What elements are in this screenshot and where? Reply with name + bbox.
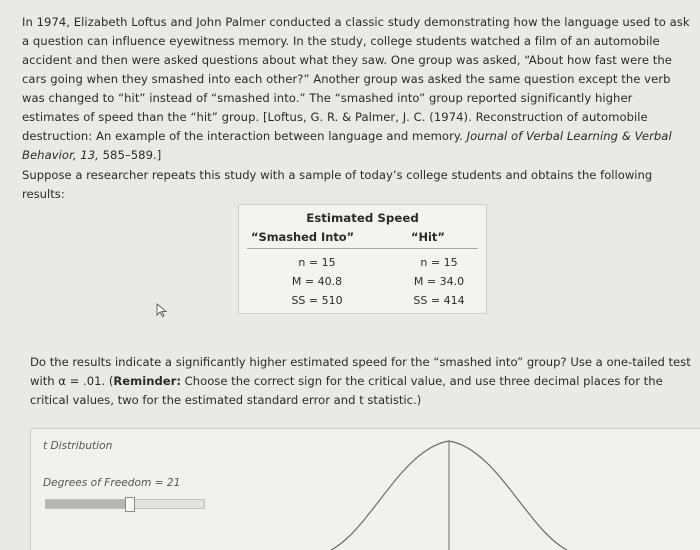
degrees-of-freedom-label: Degrees of Freedom = 21 [43, 477, 181, 489]
mouse-pointer-icon [156, 303, 168, 317]
smashed-mean: M = 40.8 [291, 275, 343, 288]
table-title: Estimated Speed [306, 211, 419, 225]
hit-mean: M = 34.0 [413, 275, 465, 288]
column-header-hit: “Hit” [411, 230, 445, 244]
reminder-label: Reminder: [113, 374, 181, 388]
slider-thumb[interactable] [125, 497, 135, 512]
hit-n: n = 15 [420, 256, 458, 269]
question-instructions: Choose the correct sign for the critical value, and use three decimal places for the critical values, two for the estimated standard error and t statistic.) [30, 374, 663, 407]
t-distribution-curve [31, 429, 700, 550]
results-intro: Suppose a researcher repeats this study with a sample of today’s college students and obtains the following results: [22, 168, 653, 201]
smashed-ss: SS = 510 [291, 294, 343, 307]
smashed-n: n = 15 [298, 256, 336, 269]
journal-citation: Journal of Verbal Learning & Verbal Behavior, 13, [22, 129, 672, 162]
column-header-smashed: “Smashed Into” [251, 230, 355, 244]
question-text [30, 353, 692, 410]
t-distribution-tool [30, 428, 700, 550]
intro-pages: 585–589.] [98, 148, 162, 162]
question-body: Do the results indicate a significantly higher estimated speed for the “smashed into” group? Use a one-tailed test with α = .01. ( [30, 355, 691, 388]
table-divider [247, 248, 478, 249]
intro-text: In 1974, Elizabeth Loftus and John Palmer conducted a classic study demonstrating how the language used to ask a question can influence eyewitness memory. In the study, college students watched a film of an automobile accident and then were asked questions about what they saw. One group was asked, “About how fast were the cars going when they smashed into each other?” Another group was asked the same question except the verb was changed to “hit” instead of “smashed into.” The “smashed into” group reported significantly higher estimates of speed than the “hit” group. [Loftus, G. R. & Palmer, J. C. (1974). Reconstruction of automobile destruction: An example of the interaction between language and memory. [22, 15, 690, 143]
results-table [238, 204, 487, 314]
hit-ss: SS = 414 [413, 294, 465, 307]
distribution-title: t Distribution [43, 440, 113, 452]
intro-paragraph [22, 13, 690, 165]
degrees-of-freedom-slider[interactable] [45, 499, 205, 509]
slider-fill [46, 500, 129, 508]
